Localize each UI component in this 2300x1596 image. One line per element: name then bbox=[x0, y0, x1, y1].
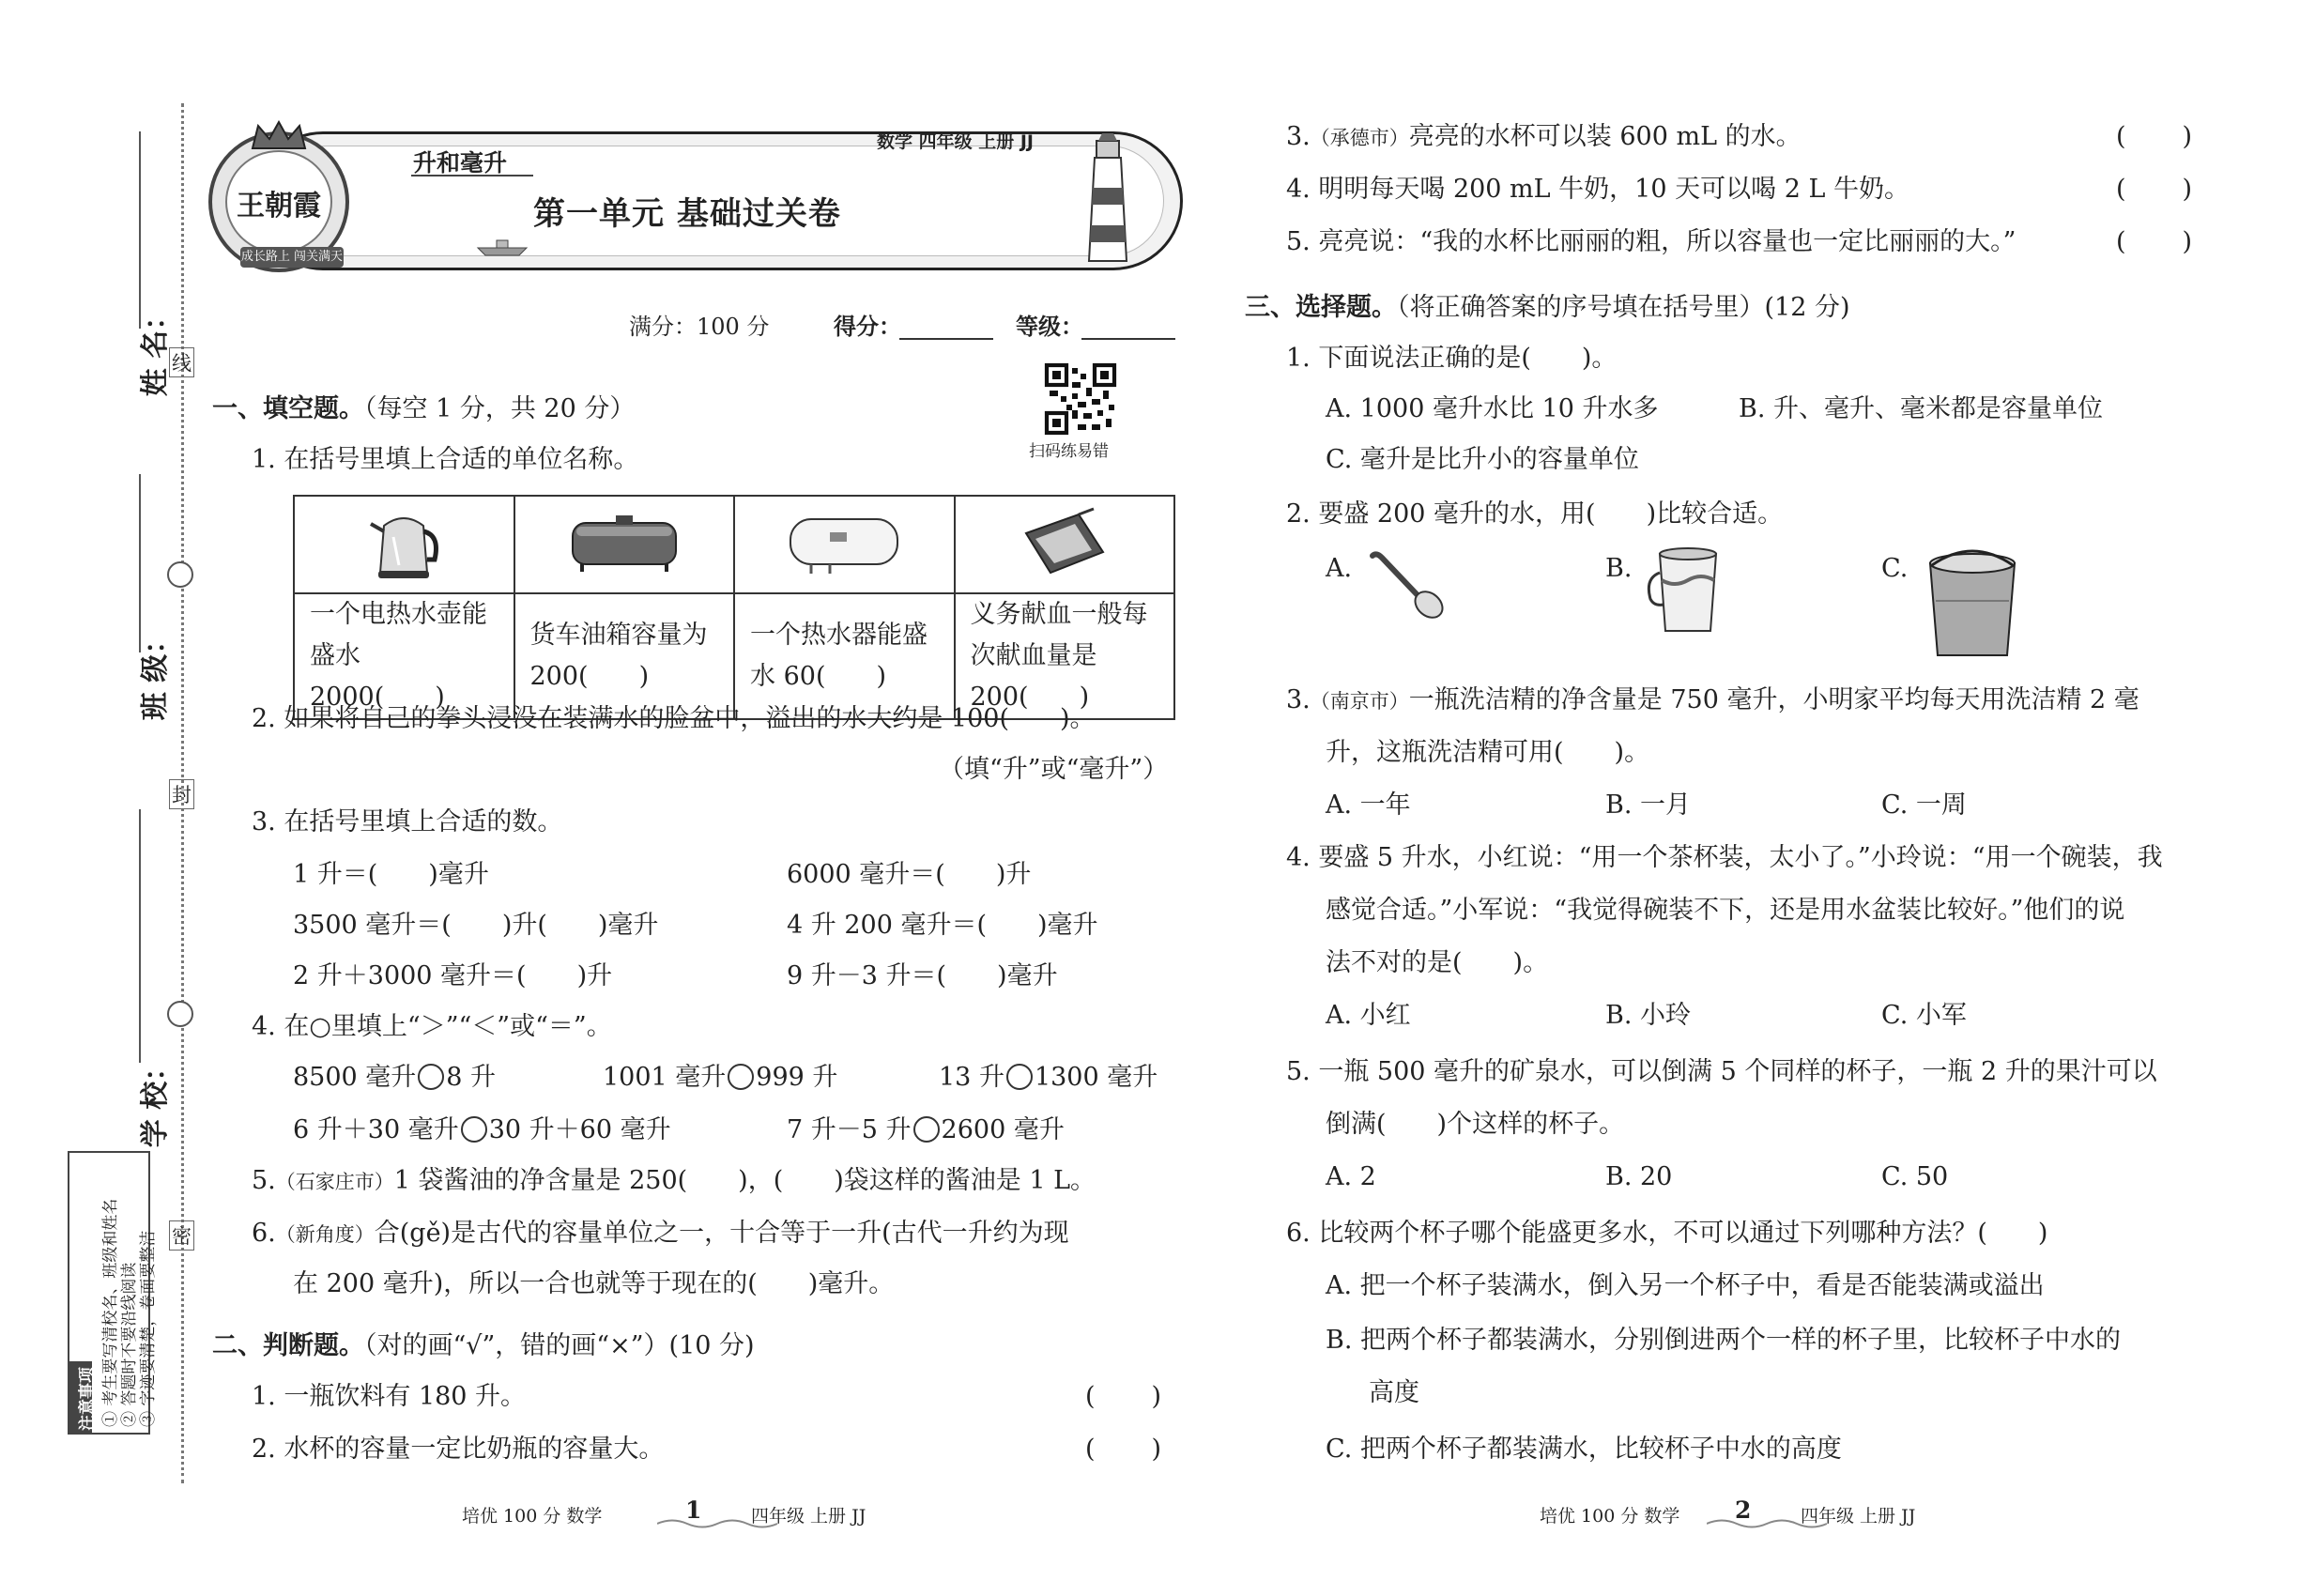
compare-item: 6 升＋30 毫升 30 升＋60 毫升 bbox=[293, 1115, 671, 1144]
option: A. bbox=[1326, 554, 1353, 583]
q1-3-item: 6000 毫升＝( )升 bbox=[787, 860, 1032, 889]
option: A. 把一个杯子装满水，倒入另一个杯子中，看是否能装满或溢出 bbox=[1326, 1271, 2045, 1300]
table-cell-text: 货车油箱容量为 200( ) bbox=[514, 593, 735, 719]
answer-box[interactable]: ( ) bbox=[2116, 175, 2195, 204]
q3-4-text: 4. 要盛 5 升水，小红说：“用一个茶杯装，太小了。”小玲说：“用一个碗装，我 bbox=[1286, 843, 2163, 872]
notice-item-2: ② 答题时不要沿线阅读 bbox=[120, 1262, 139, 1427]
q3-5-text-cont: 倒满( )个这样的杯子。 bbox=[1326, 1110, 1625, 1139]
section3-heading bbox=[1245, 291, 1850, 325]
q1-3-item: 4 升 200 毫升＝( )毫升 bbox=[787, 911, 1098, 940]
section1-note: （每空 1 分，共 20 分） bbox=[364, 394, 636, 423]
table-cell-text: 一个电热水壶能盛水 2000( ) bbox=[294, 593, 514, 719]
answer-box[interactable]: ( ) bbox=[1085, 1382, 1164, 1411]
option: A. 2 bbox=[1326, 1162, 1376, 1191]
notice-title: 注意事项 bbox=[78, 1367, 97, 1431]
qr-caption: 扫码练易错 bbox=[1029, 442, 1109, 461]
q3-4-text-cont: 法不对的是( )。 bbox=[1326, 948, 1549, 977]
school-underline bbox=[139, 809, 141, 1063]
notice-item-3: ③ 字迹要清楚，卷面要整洁 bbox=[139, 1230, 158, 1427]
table-cell-image bbox=[734, 496, 955, 593]
table-cell-image bbox=[955, 496, 1175, 593]
section2-note: （对的画“√”，错的画“×”）(10 分) bbox=[364, 1331, 755, 1360]
brand-logo-text: 王朝霞 bbox=[237, 190, 321, 223]
judge-item: 3.（承德市）亮亮的水杯可以装 600 mL 的水。 bbox=[1286, 122, 1802, 151]
seal-char-2: 封 bbox=[169, 779, 194, 809]
option: B. 一月 bbox=[1605, 790, 1692, 820]
class-label: 班 级： bbox=[139, 625, 173, 721]
topic-underline bbox=[411, 175, 533, 176]
option: B. 升、毫升、毫米都是容量单位 bbox=[1739, 394, 2104, 423]
answer-box[interactable]: ( ) bbox=[2116, 122, 2195, 151]
cup-icon bbox=[1641, 545, 1735, 638]
binding-hole bbox=[167, 561, 193, 588]
section1-title: 一、填空题。 bbox=[212, 394, 364, 423]
school-label: 学 校： bbox=[139, 1052, 173, 1148]
table-cell-image bbox=[294, 496, 514, 593]
judge-item: 4. 明明每天喝 200 mL 牛奶，10 天可以喝 2 L 牛奶。 bbox=[1286, 175, 1909, 204]
compare-item: 8500 毫升 8 升 bbox=[293, 1063, 497, 1092]
q1-6-text: 6.（新角度）合(gě)是古代的容量单位之一，十合等于一升(古代一升约为现 bbox=[252, 1219, 1069, 1248]
section2-heading bbox=[212, 1329, 755, 1363]
compare-circle[interactable] bbox=[418, 1064, 444, 1090]
seal-char-3: 密 bbox=[169, 1220, 194, 1251]
option-cont: 高度 bbox=[1369, 1378, 1419, 1407]
option: A. 1000 毫升水比 10 升水多 bbox=[1326, 394, 1659, 423]
q1-3-item: 3500 毫升＝( )升( )毫升 bbox=[293, 911, 659, 940]
q1-4-text: 4. 在○里填上“＞”“＜”或“＝”。 bbox=[252, 1012, 612, 1041]
q1-2-text: 2. 如果将自己的拳头浸没在装满水的脸盆中，溢出的水大约是 100( )。 bbox=[252, 704, 1096, 733]
q1-3-item: 1 升＝( )毫升 bbox=[293, 860, 489, 889]
q3-2-text: 2. 要盛 200 毫升的水，用( )比较合适。 bbox=[1286, 499, 1784, 529]
compare-item: 1001 毫升 999 升 bbox=[603, 1063, 838, 1092]
option: C. 小军 bbox=[1881, 1001, 1967, 1030]
kettle-icon bbox=[361, 503, 446, 582]
compare-circle[interactable] bbox=[1006, 1064, 1033, 1090]
boat-icon bbox=[474, 238, 530, 257]
unit-table bbox=[293, 495, 1175, 720]
section2-title: 二、判断题。 bbox=[212, 1331, 364, 1360]
water-heater-icon bbox=[783, 510, 905, 575]
blood-bag-icon bbox=[1013, 505, 1116, 580]
binding-hole bbox=[167, 1001, 193, 1027]
grade-field[interactable] bbox=[1081, 338, 1175, 340]
option: C. 把两个杯子都装满水，比较杯子中水的高度 bbox=[1326, 1435, 1842, 1464]
footer-series-left: 培优 100 分 数学 bbox=[462, 1506, 603, 1527]
q1-3-text: 3. 在括号里填上合适的数。 bbox=[252, 807, 563, 836]
q1-3-item: 2 升＋3000 毫升＝( )升 bbox=[293, 961, 613, 990]
table-cell-text: 义务献血一般每次献血量是 200( ) bbox=[955, 593, 1175, 719]
seal-char-1: 线 bbox=[169, 347, 194, 377]
table-cell-text: 一个热水器能盛水 60( ) bbox=[734, 593, 955, 719]
option: C. 50 bbox=[1881, 1162, 1949, 1191]
compare-item: 7 升－5 升 2600 毫升 bbox=[787, 1115, 1065, 1144]
option: A. 小红 bbox=[1326, 1001, 1411, 1030]
q1-3-item: 9 升－3 升＝( )毫升 bbox=[787, 961, 1058, 990]
q3-5-text: 5. 一瓶 500 毫升的矿泉水，可以倒满 5 个同样的杯子，一瓶 2 升的果汁可以 bbox=[1286, 1057, 2157, 1086]
q1-5-text: 5.（石家庄市）1 袋酱油的净含量是 250( )，( )袋这样的酱油是 1 L。 bbox=[252, 1166, 1096, 1195]
q3-3-text: 3.（南京市）一瓶洗洁精的净含量是 750 毫升，小明家平均每天用洗洁精 2 毫 bbox=[1286, 685, 2139, 714]
option: B. bbox=[1605, 554, 1633, 583]
q3-4-text-cont: 感觉合适。”小军说：“我觉得碗装不下，还是用水盆装比较好。”他们的说 bbox=[1326, 896, 2125, 925]
option: C. bbox=[1881, 554, 1909, 583]
footer-grade-left: 四年级 上册 JJ bbox=[751, 1506, 866, 1527]
compare-circle[interactable] bbox=[913, 1116, 940, 1143]
lighthouse-icon bbox=[1081, 131, 1134, 263]
option: B. 20 bbox=[1605, 1162, 1673, 1191]
spoon-icon bbox=[1367, 548, 1451, 623]
q1-6-text-cont: 在 200 毫升)，所以一合也就等于现在的( )毫升。 bbox=[293, 1269, 895, 1298]
footer-page-number-left: 1 bbox=[685, 1496, 702, 1524]
crown-icon bbox=[249, 120, 309, 152]
score-label: 得分： bbox=[834, 314, 901, 340]
judge-item: 1. 一瓶饮料有 180 升。 bbox=[252, 1382, 527, 1411]
full-score: 满分：100 分 bbox=[629, 314, 770, 340]
q3-1-text: 1. 下面说法正确的是( )。 bbox=[1286, 344, 1618, 373]
option: C. 毫升是比升小的容量单位 bbox=[1326, 445, 1639, 474]
compare-item: 13 升 1300 毫升 bbox=[939, 1063, 1158, 1092]
table-cell-image bbox=[514, 496, 735, 593]
answer-box[interactable]: ( ) bbox=[2116, 227, 2195, 256]
header-meta: 数学 四年级 上册 JJ bbox=[877, 131, 1034, 152]
page-title: 第一单元 基础过关卷 bbox=[533, 195, 841, 233]
qr-code[interactable] bbox=[1044, 362, 1117, 436]
option: B. 小玲 bbox=[1605, 1001, 1692, 1030]
footer-grade-right: 四年级 上册 JJ bbox=[1801, 1506, 1916, 1527]
name-underline bbox=[139, 131, 141, 329]
q3-6-text: 6. 比较两个杯子哪个能盛更多水，不可以通过下列哪种方法？( ) bbox=[1286, 1219, 2048, 1248]
option: C. 一周 bbox=[1881, 790, 1967, 820]
q1-2-hint: （填“升”或“毫升”） bbox=[939, 755, 1169, 784]
footer-page-number-right: 2 bbox=[1735, 1496, 1752, 1524]
compare-circle[interactable] bbox=[461, 1116, 487, 1143]
section3-title: 三、选择题。 bbox=[1245, 293, 1397, 322]
brand-logo-ribbon: 成长路上 闯关满天 bbox=[240, 247, 344, 268]
option: B. 把两个杯子都装满水，分别倒进两个一样的杯子里，比较杯子中水的 bbox=[1326, 1326, 2122, 1355]
q1-1-text: 1. 在括号里填上合适的单位名称。 bbox=[252, 445, 639, 474]
name-label: 姓 名： bbox=[139, 301, 173, 397]
section3-note: （将正确答案的序号填在括号里）(12 分) bbox=[1397, 293, 1850, 322]
judge-item: 5. 亮亮说：“我的水杯比丽丽的粗，所以容量也一定比丽丽的大。” bbox=[1286, 227, 2016, 256]
bucket-icon bbox=[1921, 545, 2024, 659]
score-field[interactable] bbox=[899, 338, 993, 340]
answer-box[interactable]: ( ) bbox=[1085, 1435, 1164, 1464]
q3-3-text-cont: 升，这瓶洗洁精可用( )。 bbox=[1326, 738, 1650, 767]
section1-heading bbox=[212, 392, 635, 426]
notice-item-1: ① 考生要写清校名、班级和姓名 bbox=[101, 1198, 120, 1427]
footer-series-right: 培优 100 分 数学 bbox=[1540, 1506, 1680, 1527]
compare-circle[interactable] bbox=[728, 1064, 754, 1090]
grade-label: 等级： bbox=[1016, 314, 1083, 340]
judge-item: 2. 水杯的容量一定比奶瓶的容量大。 bbox=[252, 1435, 665, 1464]
truck-tank-icon bbox=[563, 510, 685, 575]
topic-label: 升和毫升 bbox=[413, 149, 508, 176]
option: A. 一年 bbox=[1326, 790, 1411, 820]
